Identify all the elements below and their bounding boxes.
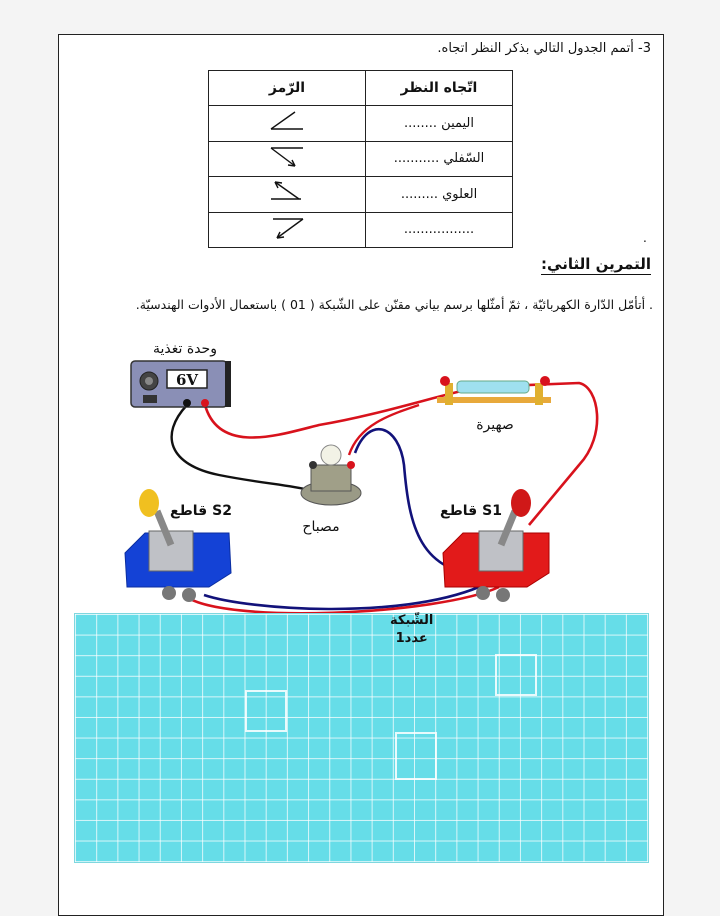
- lamp-label: مصباح: [302, 519, 340, 535]
- table-header-row: [209, 71, 513, 106]
- switch-s2-label: قاطع S2: [170, 503, 232, 519]
- direction-cell: العلوي .........: [366, 177, 513, 212]
- worksheet-page: [58, 34, 664, 916]
- header-direction: اتّجاه النظر: [366, 71, 513, 106]
- view-below-symbol-icon: [257, 142, 317, 172]
- exercise-2-instruction: . أتأمّل الدّارة الكهربائيّة ، ثمّ أمثّلها برسم بياني مقنّن على الشّبكة ( 01 ) باستعمال الأدوات الهندسيّة.: [135, 297, 653, 312]
- table-row: [209, 141, 513, 176]
- voltage-label: 6V: [175, 371, 199, 389]
- direction-cell: اليمين ........: [366, 106, 513, 141]
- question-3-title: 3- أتمم الجدول التالي بذكر النظر اتجاه.: [437, 41, 651, 56]
- direction-cell: .................: [366, 212, 513, 247]
- symbol-cell: [209, 212, 366, 247]
- dot-mark: .: [643, 231, 647, 245]
- direction-cell: السّفلي ...........: [366, 141, 513, 176]
- lamp: [301, 445, 361, 505]
- direction-table: [208, 70, 513, 248]
- table-row: [209, 106, 513, 141]
- fuse-label: صهيرة: [476, 417, 514, 433]
- wire-blue-1: [204, 587, 479, 609]
- power-unit-label: وحدة تغذية: [153, 341, 217, 357]
- grid-highlight-square: [495, 654, 537, 696]
- view-above-symbol-icon: [257, 177, 317, 207]
- wire-black: [172, 405, 309, 490]
- grid-title: الشّبكة: [390, 613, 434, 628]
- symbol-cell: [209, 177, 366, 212]
- header-symbol: الرّمز: [209, 71, 366, 106]
- table-row: [209, 212, 513, 247]
- symbol-cell: [209, 141, 366, 176]
- symbol-cell: [209, 106, 366, 141]
- grid-number: عدد1: [395, 631, 428, 646]
- grid-highlight-square: [245, 690, 287, 732]
- circuit-diagram: [59, 325, 663, 615]
- exercise-2-title: التمرين الثاني:: [541, 255, 651, 273]
- drawing-grid[interactable]: [74, 613, 649, 863]
- view-left-symbol-icon: [257, 213, 317, 243]
- view-right-symbol-icon: [257, 107, 317, 137]
- grid-title-block: [390, 612, 433, 648]
- grid-highlight-square: [395, 732, 437, 780]
- fuse: [437, 376, 551, 405]
- switch-s1-label: قاطع S1: [440, 503, 502, 519]
- table-row: [209, 177, 513, 212]
